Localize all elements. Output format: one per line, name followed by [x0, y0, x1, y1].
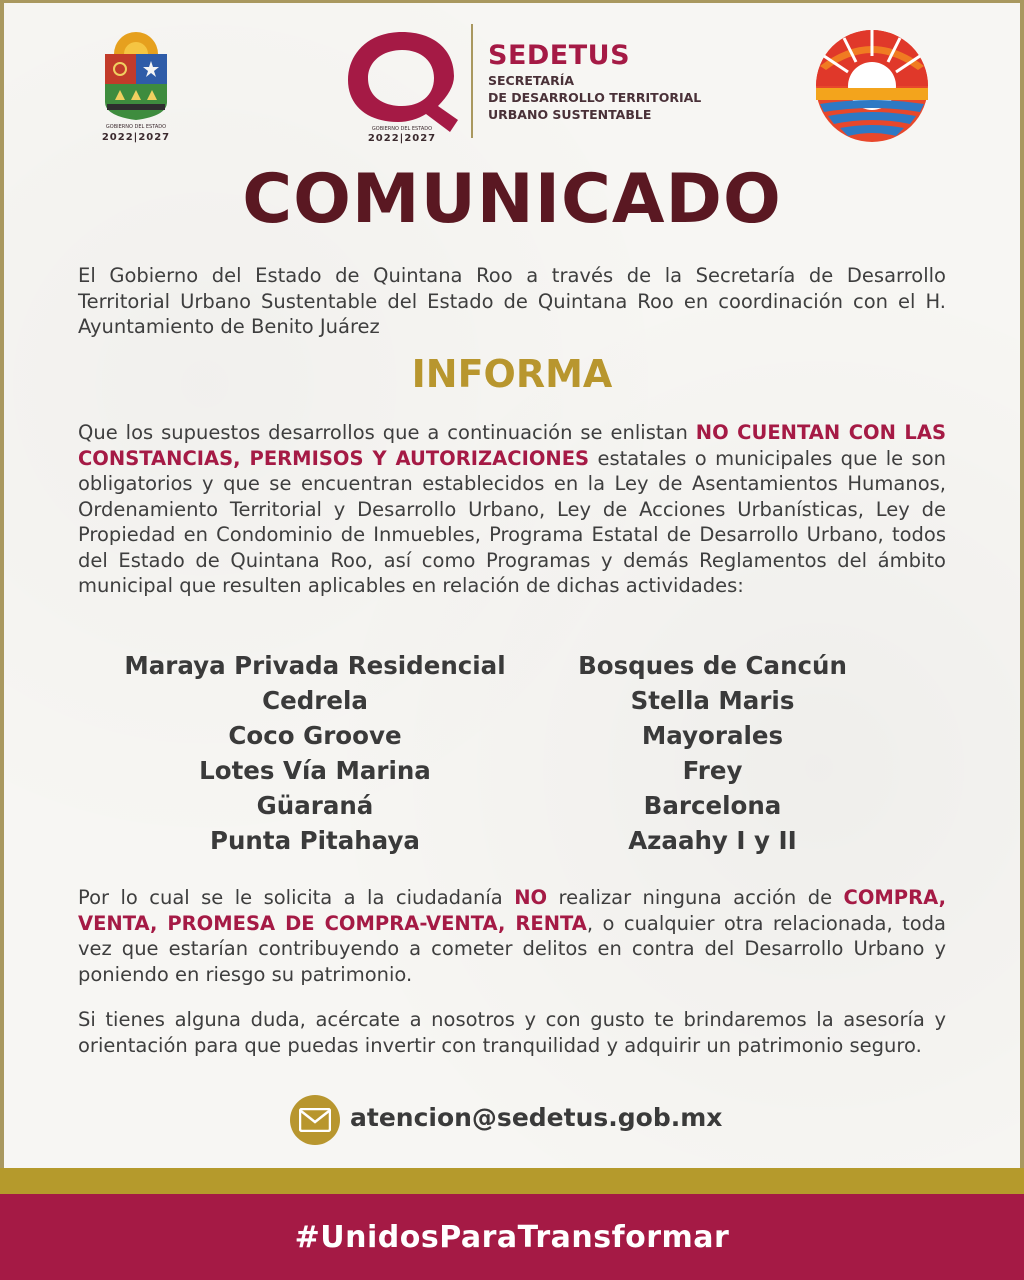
- request-paragraph: [78, 885, 946, 987]
- svg-text:GOBIERNO DEL ESTADO: GOBIERNO DEL ESTADO: [371, 126, 433, 132]
- help-paragraph: Si tienes alguna duda, acércate a nosotros y con gusto te brindaremos la asesoría y orientación para que puedas invertir con tranquilidad y adquirir un patrimonio seguro.: [78, 1008, 946, 1057]
- footer-gold-band: [0, 1168, 1024, 1194]
- shield-quarter-red: [105, 54, 136, 84]
- notice-highlight: NO CUENTAN CON LAS CONSTANCIAS, PERMISOS Y AUTORIZACIONES: [78, 421, 946, 470]
- request-text-1: Por lo cual se le solicita a la ciudadanía: [78, 886, 515, 909]
- state-coat-of-arms-logo: [95, 24, 177, 144]
- list-item: Lotes Vía Marina: [199, 756, 431, 785]
- agency-name-line1: SECRETARÍA: [488, 73, 575, 88]
- agency-name-line2: DE DESARROLLO TERRITORIAL: [488, 90, 702, 105]
- notice-paragraph: [78, 420, 946, 599]
- list-item: Coco Groove: [228, 721, 402, 750]
- list-item: Stella Maris: [630, 686, 795, 715]
- envelope-icon: [290, 1095, 340, 1145]
- intro-paragraph: El Gobierno del Estado de Quintana Roo a través de la Secretaría de Desarrollo Territorial Urbano Sustentable del Estado de Quintana Roo en coordinación con el H. Ayuntamiento de Benito Juárez: [78, 264, 946, 338]
- footer-hashtag: #UnidosParaTransformar: [294, 1219, 730, 1255]
- municipal-sun-logo: [810, 26, 934, 148]
- q-letter-icon: [348, 32, 458, 132]
- list-item: Barcelona: [643, 791, 782, 820]
- agency-acronym: SEDETUS: [488, 40, 631, 71]
- request-no-highlight: NO: [514, 886, 548, 909]
- developments-right-column: [520, 648, 905, 858]
- frame-top: [0, 0, 1024, 3]
- developments-left-column: [100, 648, 530, 858]
- footer-banner: [0, 1194, 1024, 1280]
- list-item: Frey: [682, 756, 743, 785]
- list-item: Güaraná: [256, 791, 374, 820]
- list-item: Mayorales: [641, 721, 784, 750]
- list-item: Bosques de Cancún: [578, 651, 847, 680]
- header-divider: [471, 24, 473, 138]
- svg-text:GOBIERNO DEL ESTADO: GOBIERNO DEL ESTADO: [105, 124, 167, 130]
- request-highlight: COMPRA, VENTA, PROMESA DE COMPRA-VENTA, RENTA: [78, 886, 946, 935]
- header: [0, 20, 1024, 150]
- svg-text:2022|2027: 2022|2027: [101, 132, 171, 143]
- shield-quarter-green: [105, 84, 167, 120]
- list-item: Azaahy I y II: [628, 826, 797, 855]
- email-link[interactable]: atencion@sedetus.gob.mx: [350, 1103, 723, 1132]
- notice-text-2: estatales o municipales que le son obligatorios y que se encuentran establecidos en la Ley de Asentamientos Humanos, Ordenamiento Territorial y Desarrollo Urbano, Ley de Acciones Urbanísticas, Ley de Propiedad en Condominio de Inmuebles, Programa Estatal de Desarrollo Urbano, todos del Estado de Quintana Roo, así como Programas y demás Reglamentos del ámbito municipal que resulten aplicables en relación de dichas actividades:: [78, 446, 946, 597]
- list-item: Maraya Privada Residencial: [124, 651, 506, 680]
- page-title: COMUNICADO: [242, 160, 782, 239]
- informa-heading: INFORMA: [411, 352, 613, 396]
- agency-name-line3: URBANO SUSTENTABLE: [488, 107, 652, 122]
- government-q-logo: [340, 24, 465, 144]
- request-text-2: realizar ninguna acción de: [547, 886, 844, 909]
- svg-text:2022|2027: 2022|2027: [367, 133, 437, 144]
- list-item: Punta Pitahaya: [210, 826, 420, 855]
- request-text-3: , o cualquier otra relacionada, toda vez que estarían contribuyendo a cometer delitos en contra del Desarrollo Urbano y poniendo en riesgo su patrimonio.: [78, 911, 946, 986]
- list-item: Cedrela: [262, 686, 368, 715]
- notice-text-1: Que los supuestos desarrollos que a continuación se enlistan: [78, 421, 696, 444]
- agency-logotype: [488, 40, 701, 122]
